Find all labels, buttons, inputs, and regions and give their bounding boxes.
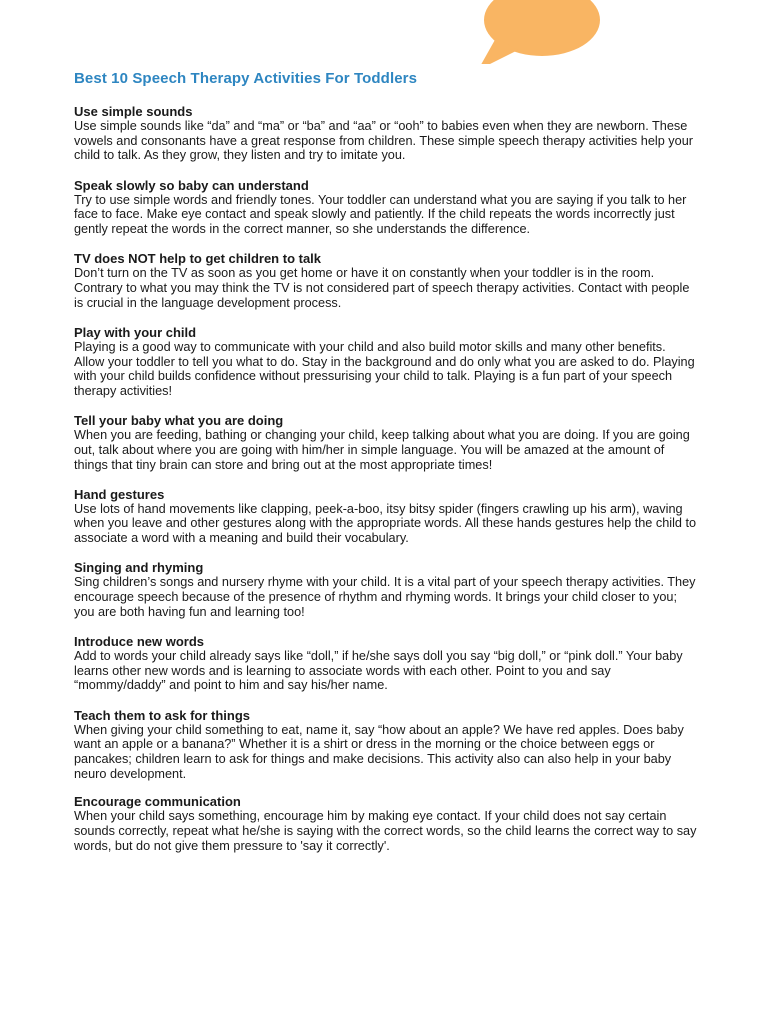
- section-heading: Encourage communication: [74, 794, 241, 810]
- section-play: [74, 325, 698, 399]
- section-heading: Play with your child: [74, 324, 197, 340]
- section-heading: TV does NOT help to get children to talk: [74, 251, 322, 267]
- section-heading: Singing and rhyming: [74, 560, 204, 576]
- section-use-simple-sounds: [74, 104, 698, 163]
- speech-bubble-icon: [474, 0, 602, 64]
- document-body: [74, 104, 698, 868]
- section-encourage: [74, 794, 698, 853]
- section-text: When giving your child something to eat, name it, say “how about an apple? We have red apples. Does baby want an apple or a banana?” Whether it is a shirt or dress in the morning or the choice between eggs or pancakes; children learn to ask for things and make decisions. This activity also can also help in your baby neuro development.: [74, 722, 684, 781]
- section-text: Sing children’s songs and nursery rhyme with your child. It is a vital part of your speech therapy activities. They encourage speech because of the presence of rhythm and rhyming words. It brings your child closer to you; you are both having fun and learning too!: [74, 575, 696, 619]
- section-heading: Use simple sounds: [74, 104, 193, 119]
- section-heading: Hand gestures: [74, 486, 165, 502]
- section-tv: [74, 251, 698, 310]
- section-new-words: [74, 634, 698, 693]
- section-ask-for-things: [74, 708, 698, 782]
- section-heading: Tell your baby what you are doing: [74, 413, 284, 429]
- section-tell-baby: [74, 413, 698, 472]
- section-hand-gestures: [74, 487, 698, 546]
- section-text: Use lots of hand movements like clapping, peek-a-boo, itsy bitsy spider (fingers crawling up his arm), waving when you leave and other gestures along with the appropriate words. All these hands gestures help the child to associate a word with a meaning and build their vocabulary.: [74, 501, 697, 546]
- section-text: Try to use simple words and friendly tones. Your toddler can understand what you are saying if you talk to her face to face. Make eye contact and speak slowly and patiently. If the child repeats the words incorrectly just gently repeat the words in the correct manner, so she understands the difference.: [74, 192, 687, 237]
- document-title: Best 10 Speech Therapy Activities For Toddlers: [74, 70, 418, 87]
- section-heading: Introduce new words: [74, 633, 205, 649]
- section-singing: [74, 560, 698, 619]
- section-text: Use simple sounds like “da” and “ma” or “ba” and “aa” or “ooh” to babies even when they are newborn. These vowels and consonants have a great response from children. These simple speech therapy activities help your child to talk. As they grow, they listen and try to imitate you.: [74, 119, 693, 163]
- section-text: Playing is a good way to communicate with your child and also build motor skills and many other benefits. Allow your toddler to tell you what to do. Stay in the background and do only what you are asked to do. Playing with your child builds confidence without pressurising your child to talk. Playing is a fun part of your speech therapy activities!: [74, 339, 695, 398]
- section-heading: Speak slowly so baby can understand: [74, 177, 309, 193]
- section-speak-slowly: [74, 178, 698, 237]
- section-text: When you are feeding, bathing or changing your child, keep talking about what you are doing. If you are going out, talk about where you are going with him/her in simple language. You will be amazed at the amount of things that tiny brain can store and bring out at the most appropriate times!: [74, 428, 690, 472]
- section-heading: Teach them to ask for things: [74, 707, 251, 723]
- section-text: Don’t turn on the TV as soon as you get home or have it on constantly when your toddler is in the room. Contrary to what you may think the TV is not considered part of speech therapy activities. Contact with people is crucial in the language development process.: [74, 266, 690, 310]
- section-text: Add to words your child already says like “doll,” if he/she says doll you say “big doll,” or “pink doll.” Your baby learns other new words and is learning to associate words with each other. Point to you and say “mommy/daddy” and point to him and say his/her name.: [74, 648, 683, 693]
- section-text: When your child says something, encourage him by making eye contact. If your child does not say certain sounds correctly, repeat what he/she is saying with the correct words, so the child learns the correct way to say words, but do not give them pressure to 'say it correctly'.: [74, 809, 697, 853]
